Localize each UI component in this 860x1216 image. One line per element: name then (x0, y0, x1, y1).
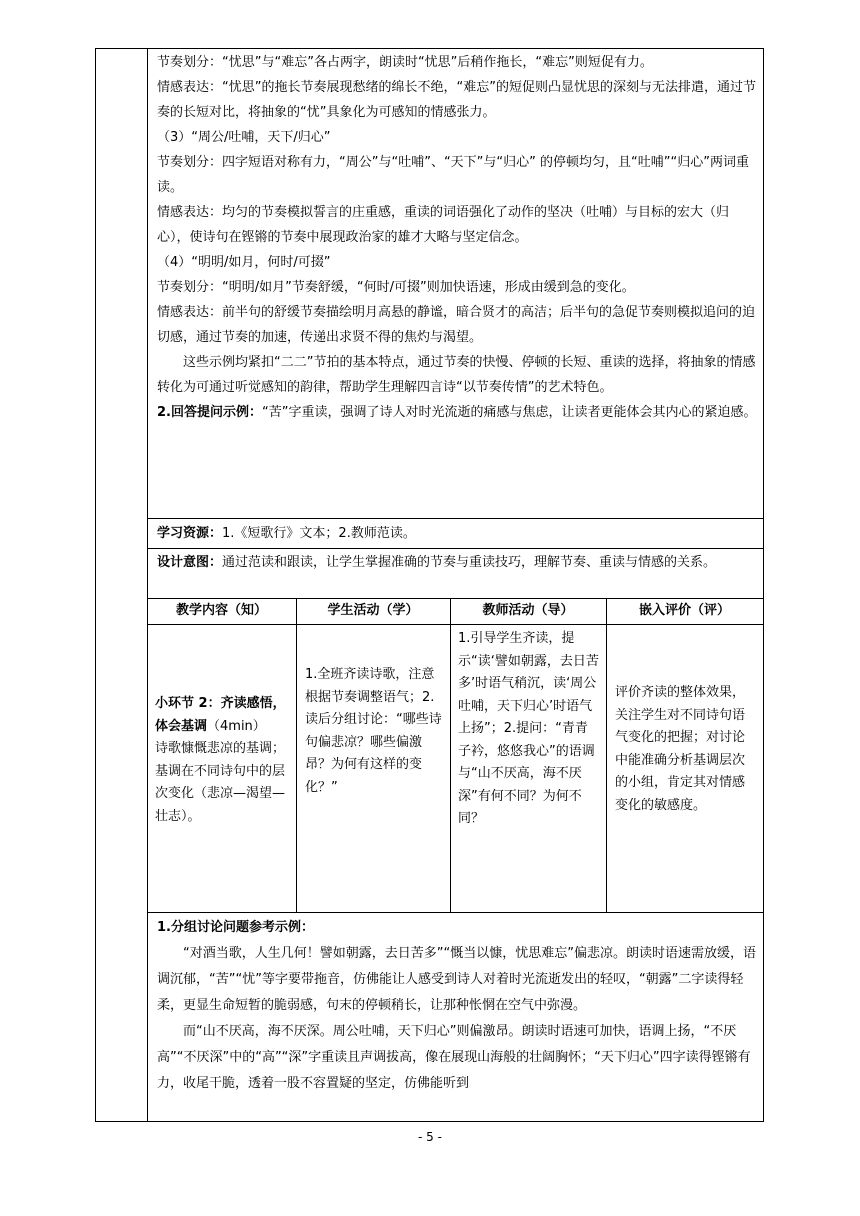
lesson-table (95, 48, 764, 1122)
answer-example (157, 400, 757, 425)
header-content: 教学内容（知） (175, 603, 267, 618)
section-rhythm-examples (157, 50, 757, 425)
design-label: 设计意图： (157, 555, 223, 570)
table-border-top (95, 48, 764, 49)
row-divider-discussion (147, 912, 764, 913)
header-student: 学生活动（学） (327, 603, 419, 618)
page-number: - 5 - (418, 1130, 442, 1144)
subsection-time: （4min） (207, 718, 266, 734)
row-divider-row (147, 624, 764, 625)
paragraph: “对酒当歌，人生几何！譬如朝露，去日苦多”“慨当以慷，忧思难忘”偏悲凉。朗读时语速需放缓，语调沉郁，“苦”“忧”等字要带拖音，仿佛能让人感受到诗人对着时光流逝发出的轻叹，“朝露”二字读得轻柔，更显生命短暂的脆弱感，句末的停顿稍长，让那种怅惘在空气中弥漫。 (157, 946, 756, 1013)
paragraph: 情感表达：均匀的节奏模拟誓言的庄重感，重读的词语强化了动作的坚决（吐哺）与目标的宏大（归心），使诗句在铿锵的节奏中展现政治家的雄才大略与坚定信念。 (157, 205, 730, 245)
table-border-left (95, 48, 96, 1122)
section-discussion-examples (157, 915, 757, 1097)
resources-text: 1.《短歌行》文本；2.教师范读。 (222, 526, 416, 541)
cell-teacher-activity: 1.引导学生齐读，提示“读‘譬如朝露，去日苦多’时语气稍沉，读‘周公吐哺，天下归心’时语气上扬”；2.提问：“青青子衿，悠悠我心”的语调与“山不厌高，海不厌深”有何不同？为何不同？ (458, 631, 599, 826)
resources-row (157, 521, 757, 546)
answer-label: 2.回答提问示例： (157, 405, 262, 420)
paragraph: 情感表达：前半句的舒缓节奏描绘明月高悬的静谧，暗合贤才的高洁；后半句的急促节奏则模拟追问的迫切感，通过节奏的加速，传递出求贤不得的焦灼与渴望。 (157, 305, 756, 345)
table-border-right (763, 48, 764, 1122)
cell-student-activity: 1.全班齐读诗歌，注意根据节奏调整语气；2.读后分组讨论：“哪些诗句偏悲凉？哪些偏激昂？为何有这样的变化？” (305, 667, 442, 795)
cell-evaluation: 评价齐读的整体效果，关注学生对不同诗句语气变化的把握；对讨论中能准确分析基调层次的小组，肯定其对情感变化的敏感度。 (615, 685, 746, 813)
header-evaluation: 嵌入评价（评） (638, 603, 730, 618)
resources-label: 学习资源： (157, 526, 223, 541)
paragraph: 这些示例均紧扣“二二”节拍的基本特点，通过节奏的快慢、停顿的长短、重读的选择，将抽象的情感转化为可通过听觉感知的韵律，帮助学生理解四言诗“以节奏传情”的艺术特色。 (157, 355, 756, 395)
design-intent-row (157, 550, 757, 575)
column-divider-3 (606, 598, 607, 912)
column-divider-1 (296, 598, 297, 912)
subsection-title: 小环节 2：齐读感悟，体会基调 (155, 696, 286, 734)
table-border-bottom (95, 1121, 764, 1122)
paragraph: 节奏划分：四字短语对称有力，“周公”与“吐哺”、“天下”与“归心” 的停顿均匀，且“吐哺”“归心”两词重读。 (157, 155, 749, 195)
answer-text: “苦”字重读，强调了诗人对时光流逝的痛感与焦虑，让读者更能体会其内心的紧迫感。 (261, 405, 757, 420)
item-heading: （4）“明明/如月，何时/可掇” (157, 255, 331, 270)
header-teacher: 教师活动（导） (482, 603, 574, 618)
paragraph: 节奏划分：“忧思”与“难忘”各占两字，朗读时“忧思”后稍作拖长，“难忘”则短促有力。 (157, 55, 653, 70)
discussion-label: 1.分组讨论问题参考示例： (157, 920, 314, 935)
content-text: 诗歌慷慨悲凉的基调；基调在不同诗句中的层次变化（悲凉—渴望—壮志）。 (155, 741, 286, 824)
design-text: 通过范读和跟读，让学生掌握准确的节奏与重读技巧，理解节奏、重读与情感的关系。 (222, 555, 717, 570)
row-divider-resources (147, 518, 764, 519)
paragraph: 而“山不厌高，海不厌深。周公吐哺，天下归心”则偏激昂。朗读时语速可加快，语调上扬，“不厌高”“不厌深”中的“高”“深”字重读且声调拔高，像在展现山海般的壮阔胸怀；“天下归心”四字读得铿锵有力，收尾干脆，透着一股不容置疑的坚定，仿佛能听到 (157, 1024, 751, 1091)
cell-content (155, 693, 291, 828)
row-divider-design (147, 548, 764, 549)
item-heading: （3）“周公/吐哺，天下/归心” (157, 130, 331, 145)
table-border-inner (147, 48, 148, 1122)
column-divider-2 (450, 598, 451, 912)
paragraph: 情感表达：“忧思”的拖长节奏展现愁绪的绵长不绝，“难忘”的短促则凸显忧思的深刻与无法排遣，通过节奏的长短对比，将抽象的“忧”具象化为可感知的情感张力。 (157, 80, 756, 120)
paragraph: 节奏划分：“明明/如月”节奏舒缓，“何时/可掇”则加快语速，形成由缓到急的变化。 (157, 280, 635, 295)
